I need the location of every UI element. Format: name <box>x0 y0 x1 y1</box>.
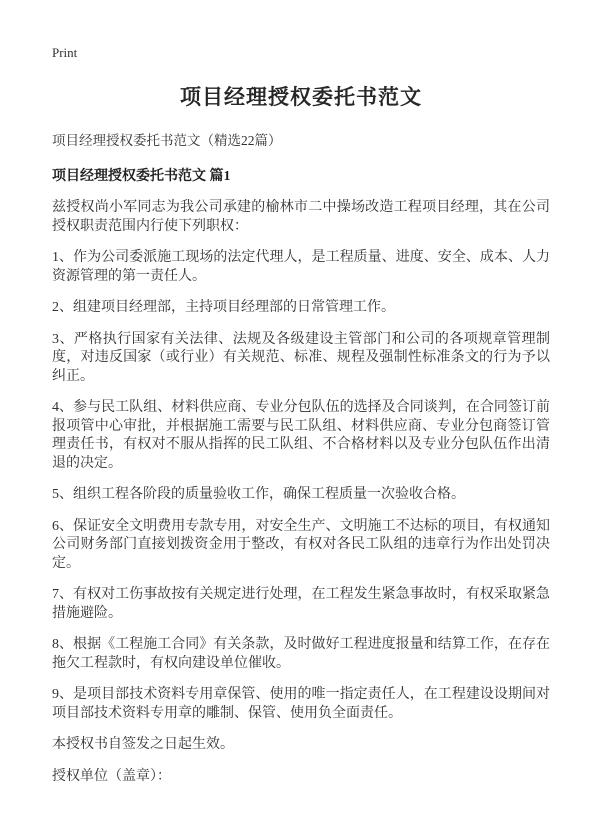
paragraph-item-9: 9、是项目部技术资料专用章保管、使用的唯一指定责任人，在工程建设设期间对项目部技术资料专用章的雕制、保管、使用负全面责任。 <box>52 687 550 721</box>
print-link[interactable]: Print <box>52 45 78 60</box>
paragraph-item-4: 4、参与民工队组、材料供应商、专业分包队伍的选择及合同谈判，在合同签订前报项管中心审批，并根据施工需要与民工队组、材料供应商、专业分包商签订管理责任书，有权对不服从指挥的民工队组、不合格材料以及专业分包队伍作出清退的决定。 <box>52 400 550 471</box>
paragraph-authorizing-unit-seal: 授权单位（盖章）： <box>52 768 171 784</box>
paragraph-item-3: 3、严格执行国家有关法律、法规及各级建设主管部门和公司的各项规章管理制度，对违反国家（或行业）有关规范、标准、规程及强制性标准条文的行为予以纠正。 <box>52 331 550 384</box>
document-subtitle: 项目经理授权委托书范文（精选22篇） <box>52 133 282 148</box>
paragraph-item-2: 2、组建项目经理部，主持项目经理部的日常管理工作。 <box>52 300 395 315</box>
paragraph-authorization-intro: 兹授权尚小军同志为我公司承建的榆林市二中操场改造工程项目经理，其在公司授权职责范围内行使下列职权： <box>52 200 550 234</box>
paragraph-item-8: 8、根据《工程施工合同》有关条款，及时做好工程进度报量和结算工作，在存在拖欠工程款时，有权向建设单位催收。 <box>52 637 550 671</box>
paragraph-item-1: 1、作为公司委派施工现场的法定代理人，是工程质量、进度、安全、成本、人力资源管理的第一责任人。 <box>52 250 550 284</box>
paragraph-effective-date: 本授权书自签发之日起生效。 <box>52 737 234 752</box>
paragraph-item-5: 5、组织工程各阶段的质量验收工作，确保工程质量一次验收合格。 <box>52 487 465 502</box>
page-title: 项目经理授权委托书范文 <box>180 85 422 109</box>
section-heading: 项目经理授权委托书范文 篇1 <box>52 169 231 184</box>
paragraph-item-6: 6、保证安全文明费用专款专用，对安全生产、文明施工不达标的项目，有权通知公司财务部门直接划拨资金用于整改，有权对各民工队组的违章行为作出处罚决定。 <box>52 518 550 571</box>
document-body <box>52 199 550 786</box>
paragraph-item-7: 7、有权对工伤事故按有关规定进行处理，在工程发生紧急事故时，有权采取紧急措施避险。 <box>52 587 550 621</box>
